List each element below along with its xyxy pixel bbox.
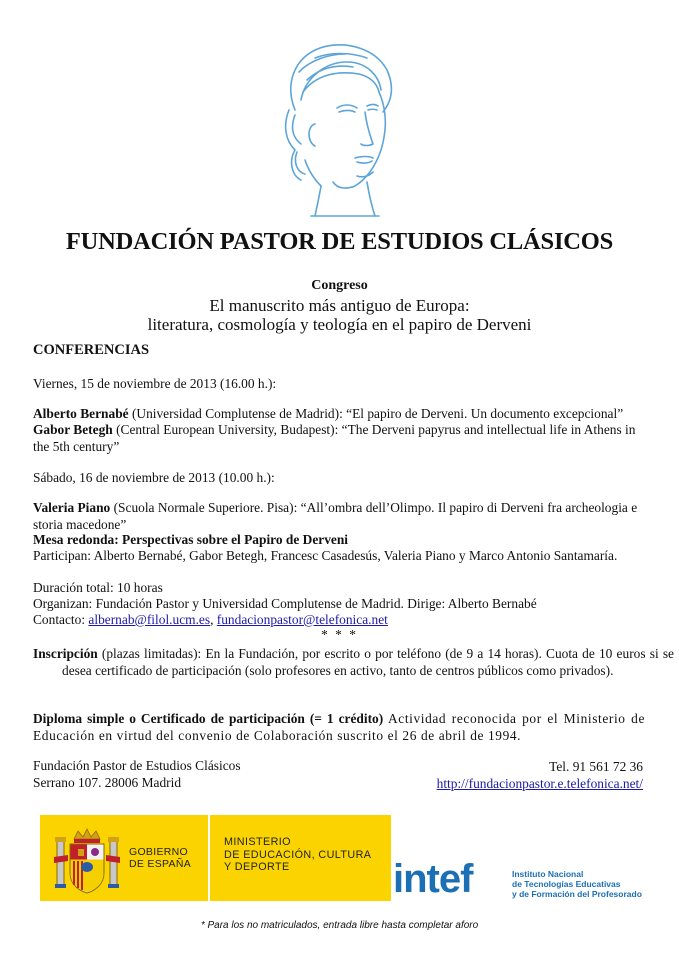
diploma-label: Diploma simple o Certificado de participación (= 1 crédito) [33, 711, 384, 726]
intef-sub-line-2: de Tecnologías Educativas [512, 879, 621, 889]
footer-org [33, 758, 333, 791]
speaker-name: Valeria Piano [33, 500, 111, 515]
event-kicker: Congreso [311, 278, 368, 293]
round-table-title: Mesa redonda: Perspectivas sobre el Papiro de Derveni [33, 532, 349, 547]
registration-text: (plazas limitadas): En la Fundación, por escrito o por teléfono (de 9 a 14 horas). Cuota de 10 euros si se desea certificado de participación (solo profesores en activo, tanto de centros públicos como privados). [62, 646, 674, 678]
talk-item [33, 406, 645, 423]
day1-date: Viernes, 15 de noviembre de 2013 (16.00 h.): [33, 376, 277, 391]
contact-label: Contacto: [33, 612, 89, 627]
phone: Tel. 91 561 72 36 [549, 759, 643, 774]
registration-label: Inscripción [33, 646, 98, 661]
greek-head-icon [275, 40, 405, 218]
diploma-text: Actividad reconocida por el Ministerio de Educación en virtud del convenio de Colaboración suscrito el 26 de abril de 1994. [33, 711, 646, 743]
talk-details: (Universidad Complutense de Madrid): “El papiro de Derveni. Un documento excepcional” [128, 406, 624, 421]
speaker-name: Gabor Betegh [33, 422, 113, 437]
gobierno-text [129, 846, 191, 870]
registration-info [33, 646, 674, 679]
page-title: FUNDACIÓN PASTOR DE ESTUDIOS CLÁSICOS [65, 228, 614, 255]
day2-date: Sábado, 16 de noviembre de 2013 (10.00 h.): [33, 470, 275, 485]
speaker-name: Alberto Bernabé [33, 406, 129, 421]
intef-sub-line-3: y de Formación del Profesorado [512, 889, 642, 899]
intef-logo: intef [393, 857, 473, 901]
website-link[interactable]: http://fundacionpastor.e.telefonica.net/ [436, 776, 643, 791]
coat-of-arms-icon [54, 827, 120, 895]
email-link-1[interactable]: albernab@filol.ucm.es [88, 612, 211, 627]
ministerio-line-1: MINISTERIO [224, 836, 291, 848]
talk-details: (Central European University, Budapest): “The Derveni papyrus and intellectual life in Athens in the 5th century” [33, 422, 636, 454]
duration: Duración total: 10 horas [33, 580, 163, 595]
email-separator: , [210, 612, 217, 627]
talk-item [33, 500, 645, 533]
org-address: Serrano 107. 28006 Madrid [33, 774, 182, 790]
org-name: Fundación Pastor de Estudios Clásicos [33, 758, 241, 773]
section-divider: * * * [321, 627, 358, 642]
talk-details: (Scuola Normale Superiore. Pisa): “All’ombra dell’Olimpo. Il papiro di Derveni fra archeologia e storia macedone” [33, 500, 638, 532]
intef-sub-line-1: Instituto Nacional [512, 869, 584, 879]
subtitle-line-1: El manuscrito más antiguo de Europa: [209, 296, 470, 315]
diploma-info [33, 711, 645, 744]
round-table-participants: Participan: Alberto Bernabé, Gabor Betegh, Francesc Casadesús, Valeria Piano y Marco Antonio Santamaría. [33, 548, 618, 563]
footer-contact [437, 758, 643, 792]
intef-subtitle [512, 869, 642, 899]
footnote: * Para los no matriculados, entrada libre hasta completar aforo [200, 920, 479, 931]
ministerio-text [224, 836, 371, 874]
ministerio-line-3: Y DEPORTE [224, 861, 290, 873]
ministerio-line-2: DE EDUCACIÓN, CULTURA [224, 848, 372, 861]
event-subtitle [0, 296, 679, 334]
email-link-2[interactable]: fundacionpastor@telefonica.net [216, 612, 388, 627]
gobierno-line-1: GOBIERNO [129, 846, 188, 858]
gobierno-line-2: DE ESPAÑA [129, 858, 192, 870]
talk-item [33, 422, 645, 455]
subtitle-line-2: literatura, cosmología y teología en el papiro de Derveni [147, 315, 532, 334]
section-heading: CONFERENCIAS [33, 342, 150, 358]
organizers: Organizan: Fundación Pastor y Universidad Complutense de Madrid. Dirige: Alberto Bernabé [33, 596, 537, 611]
